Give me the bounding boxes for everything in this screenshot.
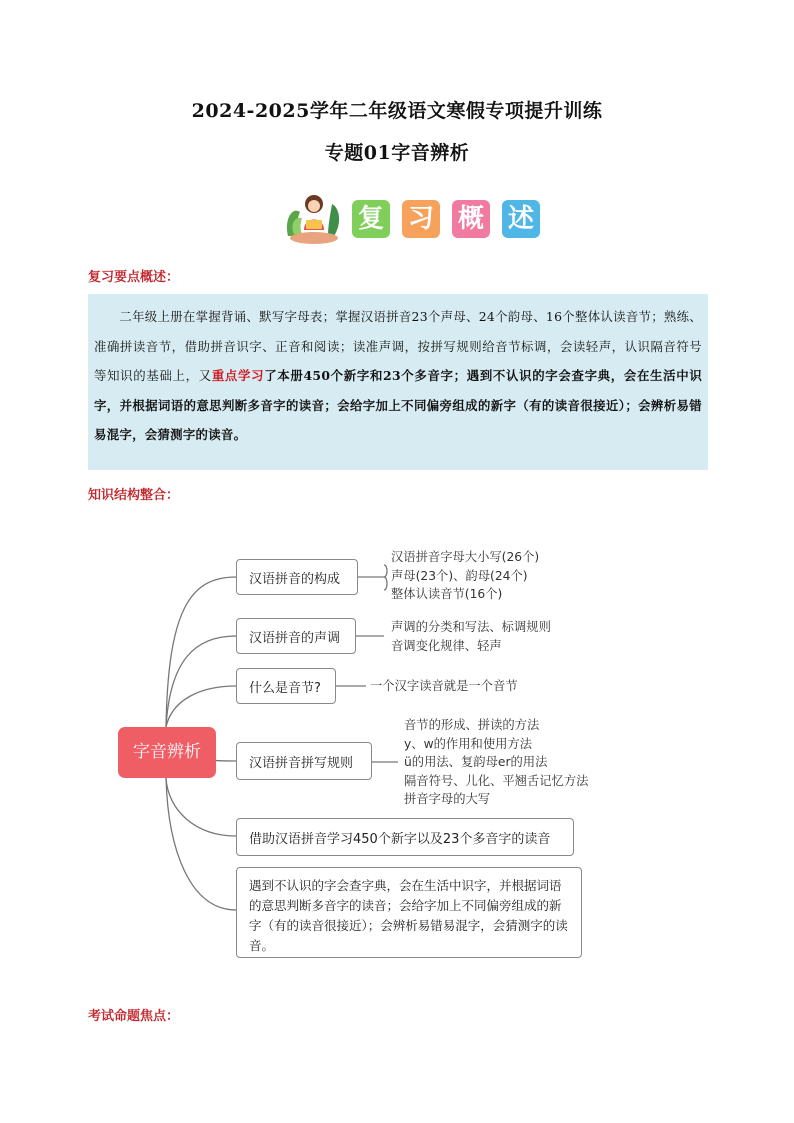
leaf-group-spelling-rules: [404, 716, 588, 809]
document-subtitle: 专题01字音辨析: [324, 142, 470, 164]
banner-char-3: 概: [452, 200, 490, 238]
mindmap-branch-tones: [236, 618, 356, 654]
leaf-item: 一个汉字读音就是一个音节: [370, 679, 518, 693]
document-title: 2024-2025学年二年级语文寒假专项提升训练: [191, 100, 603, 122]
branch-label: 什么是音节?: [249, 680, 321, 696]
leaf-item: 汉语拼音字母大小写(26个): [391, 550, 540, 564]
reading-girl-illustration-icon: [282, 190, 348, 246]
leaf-item: 拼音字母的大写: [404, 792, 491, 806]
mindmap-branch-spelling-rules: [236, 742, 372, 780]
branch-label: 借助汉语拼音学习450个新字以及23个多音字的读音: [249, 831, 551, 847]
leaf-item: y、w的作用和使用方法: [404, 736, 533, 751]
mindmap-branch-dictionary-skills: [236, 867, 582, 958]
leaf-group-tones: [391, 618, 551, 655]
review-summary-box: [88, 294, 708, 470]
banner-char-2: 习: [402, 200, 440, 238]
summary-paragraph: [94, 302, 702, 450]
leaf-group-composition: [391, 548, 539, 604]
section-heading-structure: 知识结构整合：: [88, 488, 180, 503]
mindmap-root: 字音辨析: [118, 727, 216, 778]
banner-char-1: 复: [352, 200, 390, 238]
mindmap-branch-syllable: [236, 668, 336, 704]
leaf-item: 声调的分类和写法、标调规则: [391, 620, 551, 634]
branch-label: 汉语拼音的声调: [249, 630, 341, 646]
summary-highlight: 重点学习: [211, 368, 265, 383]
section-heading-exam-focus: 考试命题焦点：: [88, 1009, 180, 1024]
branch-label: 汉语拼音拼写规则: [249, 755, 354, 771]
branch-label: 遇到不认识的字会查字典，会在生活中识字，并根据词语的意思判断多音字的读音；会给字加上不同偏旁组成的新字（有的读音很接近）；会辨析易错易混字，会猜测字的读音。: [249, 878, 568, 953]
banner-char-4: 述: [502, 200, 540, 238]
summary-text-2: 了本册450个新字和23个多音字；遇到不认识的字会查字典，会在生活中识字，并根据词语的意思判断多音字的读音；会给字加上不同偏旁组成的新字（有的读音很接近）；会辨析易错易混字，会猜测字的读音。: [94, 368, 703, 442]
leaf-item: 音节的形成、拼读的方法: [404, 718, 540, 732]
leaf-item: 整体认读音节(16个): [391, 587, 503, 601]
branch-label: 汉语拼音的构成: [249, 571, 341, 587]
leaf-item: 音调变化规律、轻声: [391, 638, 502, 653]
mindmap-branch-new-characters: [236, 818, 574, 856]
leaf-item: 隔音符号、儿化、平翘舌记忆方法: [404, 773, 589, 788]
mindmap-branch-pinyin-composition: [236, 559, 358, 595]
summary-text-1: 二年级上册在掌握背诵、默写字母表；掌握汉语拼音23个声母、24个韵母、16个整体认读音节；熟练、准确拼读音节，借助拼音识字、正音和阅读；读准声调，按拼写规则给音节标调，会读轻声，认识隔音符号等知识的基础上，又: [94, 309, 702, 383]
leaf-item: 声母(23个)、韵母(24个): [391, 568, 528, 583]
review-overview-banner: [282, 190, 544, 246]
section-heading-review: 复习要点概述：: [88, 270, 180, 285]
leaf-group-syllable: [370, 677, 518, 696]
leaf-item: ü的用法、复韵母er的用法: [404, 755, 548, 769]
